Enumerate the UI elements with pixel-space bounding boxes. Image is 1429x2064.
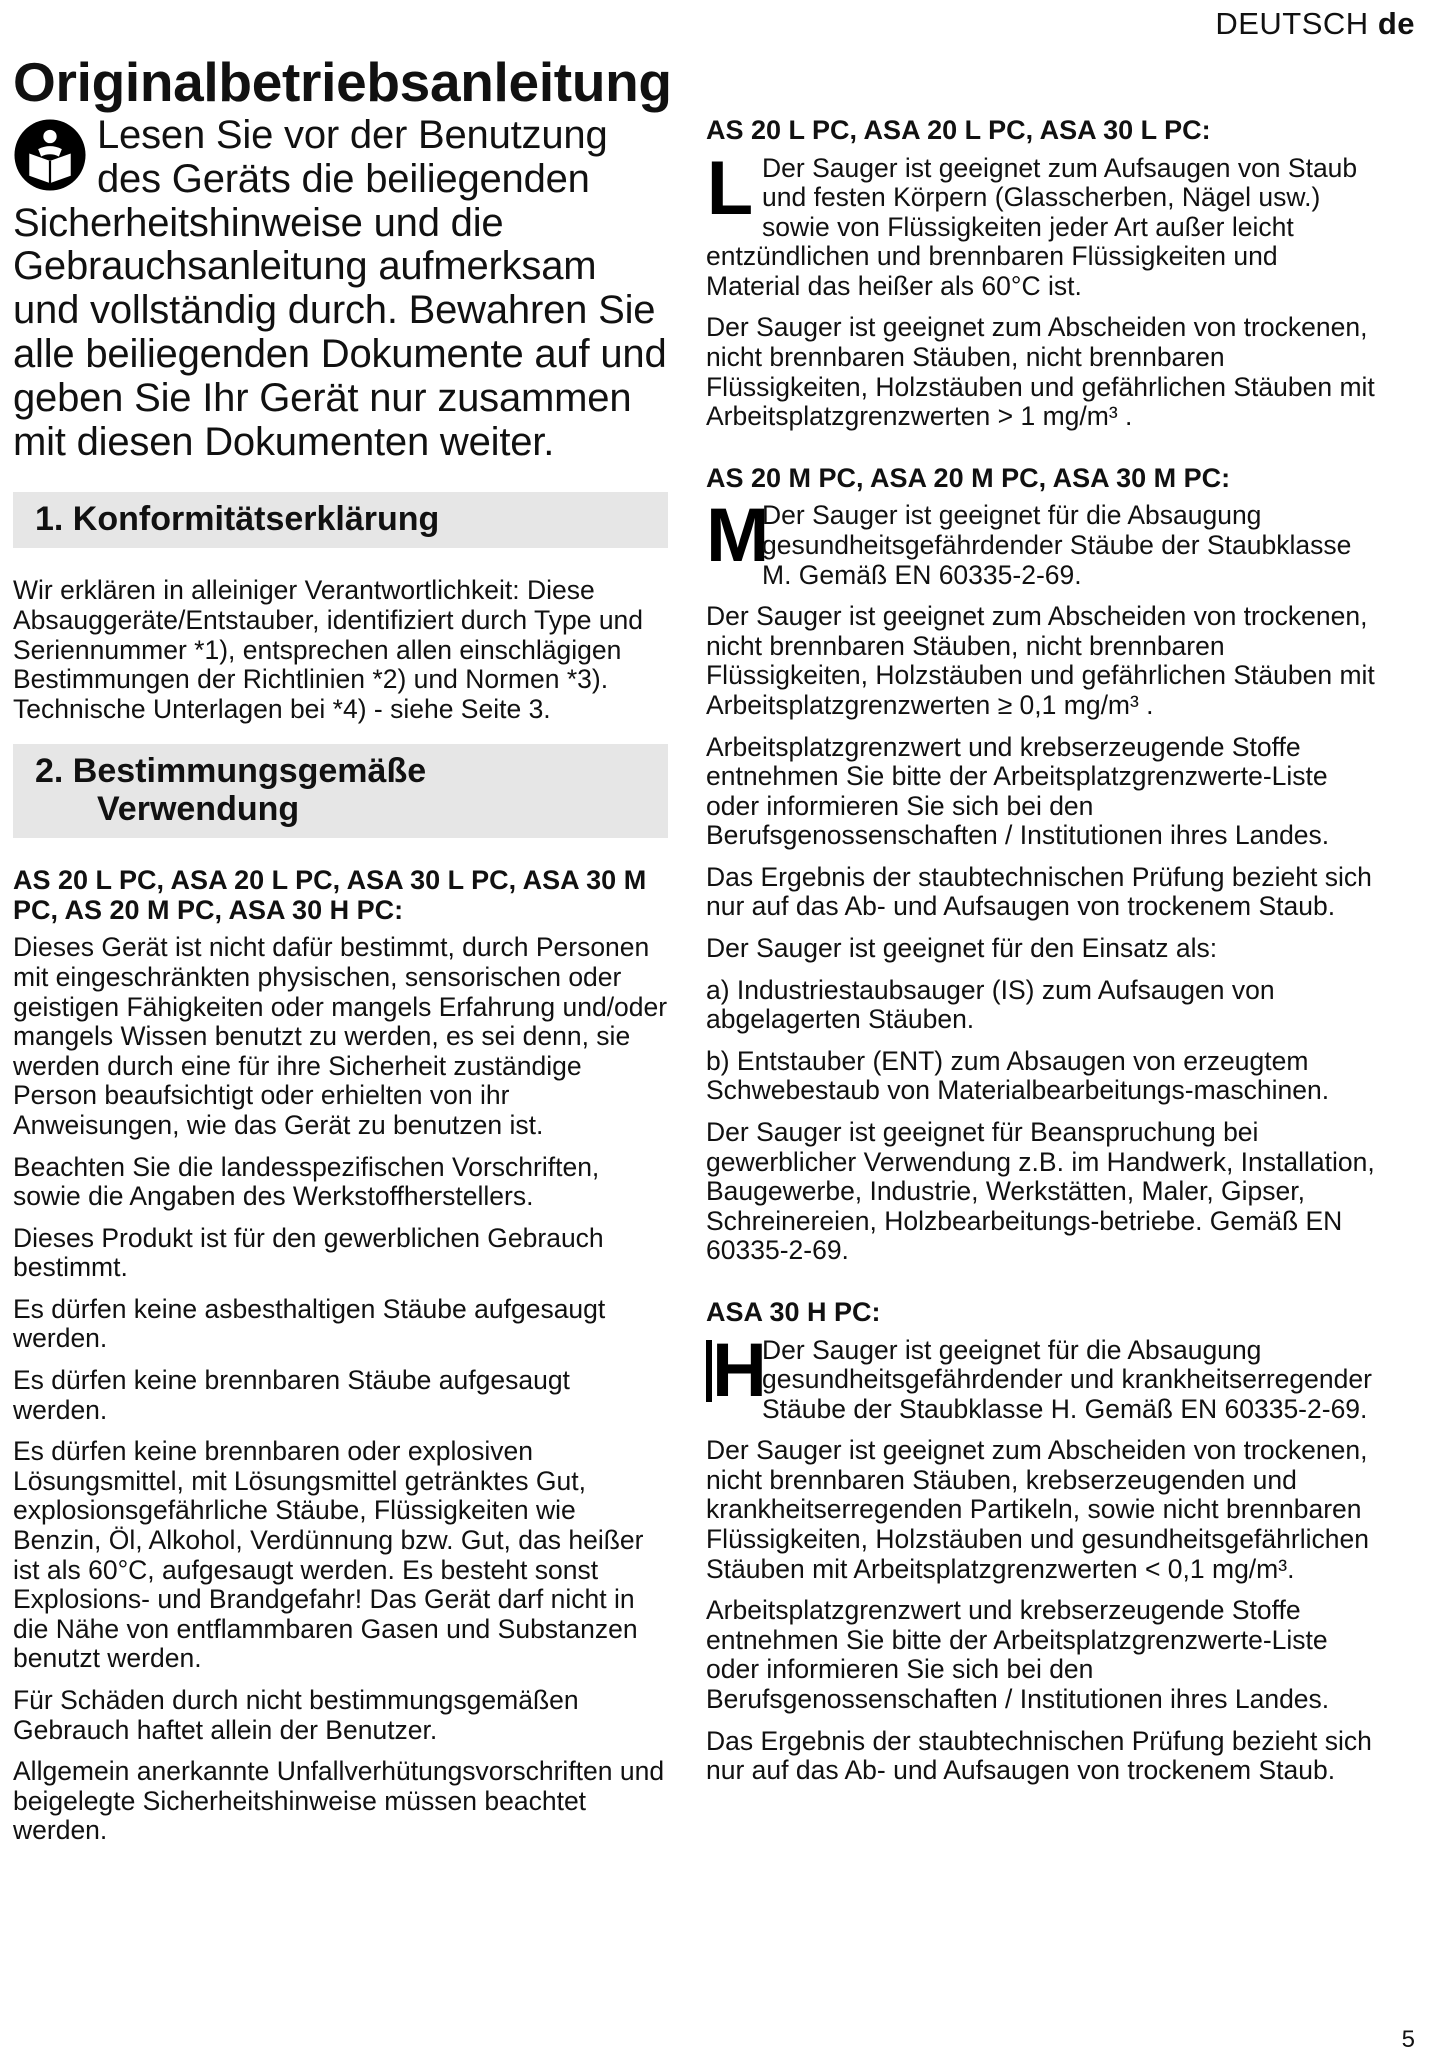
usage-paragraph: Dieses Gerät ist nicht dafür bestimmt, durch Personen mit eingeschränkten physischen, sensorischen oder geistigen Fähigkeiten oder mangels Erfahrung und/oder mangels Wissen benutzt zu werden, es sei denn, sie werden durch eine für ihre Sicherheit zuständige Person beaufsichtigt oder erhielten von ihr Anweisungen, wie das Gerät zu benutzen ist. bbox=[13, 932, 668, 1140]
intro-notice bbox=[13, 114, 668, 464]
intro-text: Lesen Sie vor der Benutzung des Geräts die beiliegenden Sicherheitshinweise und die Gebrauchsanleitung aufmerksam und vollständig durch. Bewahren Sie alle beiliegenden Dokumente auf und geben Sie Ihr Gerät nur zusammen mit diesen Dokumenten weiter. bbox=[13, 113, 667, 464]
class-h-paragraph: Arbeitsplatzgrenzwert und krebserzeugende Stoffe entnehmen Sie bitte der Arbeitsplatzgrenzwerte-Liste oder informieren Sie sich bei den Berufsgenossenschaften / Institutionen ihres Landes. bbox=[706, 1595, 1330, 1715]
class-l-block bbox=[706, 154, 1376, 302]
class-h-paragraph: Das Ergebnis der staubtechnischen Prüfung bezieht sich nur auf das Ab- und Aufsaugen von trockenem Staub. bbox=[706, 1725, 1372, 1786]
class-m-paragraph: b) Entstauber (ENT) zum Absaugen von erzeugtem Schwebestaub von Materialbearbeitungs-maschinen. bbox=[706, 1045, 1330, 1106]
left-column bbox=[13, 114, 668, 1858]
class-m-block bbox=[706, 501, 1376, 590]
usage-paragraph: Es dürfen keine brennbaren oder explosiven Lösungsmittel, mit Lösungsmittel getränktes Gut, explosionsgefährliche Stäube, Flüssigkeiten wie Benzin, Öl, Alkohol, Verdünnung bzw. Gut, das heißer ist als 60°C, aufgesaugt werden. Es besteht sonst Explosions- und Brandgefahr! Das Gerät darf nicht in die Nähe von entflammbaren Gasen und Substanzen benutzt werden. bbox=[13, 1436, 644, 1674]
page-title: Originalbetriebsanleitung bbox=[13, 51, 672, 113]
right-column bbox=[706, 116, 1376, 1798]
class-l-paragraph: Der Sauger ist geeignet zum Abscheiden von trockenen, nicht brennbaren Stäuben, nicht brennbaren Flüssigkeiten, Holzstäuben und gefährlichen Stäuben mit Arbeitsplatzgrenzwerten > 1 mg/m³ . bbox=[706, 312, 1375, 432]
usage-paragraph: Allgemein anerkannte Unfallverhütungsvorschriften und beigelegte Sicherheitshinweise müssen beachtet werden. bbox=[13, 1756, 665, 1846]
dust-class-l-icon: L bbox=[706, 153, 754, 231]
section-2-title-line1: 2. Bestimmungsgemäße bbox=[35, 752, 427, 791]
class-m-paragraph: Der Sauger ist geeignet zum Abscheiden von trockenen, nicht brennbaren Stäuben, nicht brennbaren Flüssigkeiten, Holzstäuben und gefährlichen Stäuben mit Arbeitsplatzgrenzwerten ≥ 0,1 mg/m³ . bbox=[706, 601, 1375, 720]
dust-class-m-icon: M bbox=[706, 501, 770, 579]
class-m-paragraph: Der Sauger ist geeignet für den Einsatz als: bbox=[706, 933, 1218, 964]
usage-paragraph: Beachten Sie die landesspezifischen Vorschriften, sowie die Angaben des Werkstoffherstellers. bbox=[13, 1151, 600, 1212]
class-m-text: Der Sauger ist geeignet für die Absaugung gesundheitsgefährdender Stäube der Staubklasse M. Gemäß EN 60335-2-69. bbox=[762, 501, 1352, 590]
usage-paragraph: Dieses Produkt ist für den gewerblichen Gebrauch bestimmt. bbox=[13, 1222, 604, 1283]
dust-class-h-icon: H bbox=[706, 1340, 754, 1402]
usage-paragraph: Für Schäden durch nicht bestimmungsgemäßen Gebrauch haftet allein der Benutzer. bbox=[13, 1685, 579, 1745]
class-h-paragraph: Der Sauger ist geeignet zum Abscheiden von trockenen, nicht brennbaren Stäuben, krebserzeugenden und krankheitserregenden Partikeln, sowie nicht brennbaren Flüssigkeiten, Holzstäuben und gesundheitsgefährlichen Stäuben mit Arbeitsplatzgrenzwerten < 0,1 mg/m³. bbox=[706, 1435, 1369, 1584]
language-code: de bbox=[1377, 6, 1415, 41]
section-1-heading: 1. Konformitätserklärung bbox=[13, 492, 668, 548]
class-h-block bbox=[706, 1336, 1376, 1425]
class-m-paragraph: Arbeitsplatzgrenzwert und krebserzeugende Stoffe entnehmen Sie bitte der Arbeitsplatzgrenzwerte-Liste oder informieren Sie sich bei den Berufsgenossenschaften / Institutionen ihres Landes. bbox=[706, 731, 1330, 851]
class-m-paragraph: a) Industriestaubsauger (IS) zum Aufsaugen von abgelagerten Stäuben. bbox=[706, 974, 1275, 1035]
page-number: 5 bbox=[1401, 2026, 1415, 2053]
class-h-heading: ASA 30 H PC: bbox=[706, 1297, 881, 1327]
section-2-heading bbox=[13, 744, 668, 838]
language-header bbox=[1215, 6, 1415, 42]
class-m-heading: AS 20 M PC, ASA 20 M PC, ASA 30 M PC: bbox=[706, 462, 1231, 493]
section-2-title-line2: Verwendung bbox=[97, 790, 300, 829]
class-m-paragraph: Der Sauger ist geeignet für Beanspruchung bei gewerblicher Verwendung z.B. im Handwerk, Installation, Baugewerbe, Industrie, Werkstätten, Maler, Gipser, Schreinereien, Holzbearbeitungs-betriebe. Gemäß EN 60335-2-69. bbox=[706, 1117, 1375, 1266]
conformity-text: Wir erklären in alleiniger Verantwortlichkeit: Diese Absauggeräte/Entstauber, identifiziert durch Type und Seriennummer *1), entsprechen allen einschlägigen Bestimmungen der Richtlinien *2) und Normen *3). Technische Unterlagen bei *4) - siehe Seite 3. bbox=[13, 575, 644, 724]
usage-paragraph: Es dürfen keine brennbaren Stäube aufgesaugt werden. bbox=[13, 1365, 570, 1425]
class-m-paragraph: Das Ergebnis der staubtechnischen Prüfung bezieht sich nur auf das Ab- und Aufsaugen von trockenem Staub. bbox=[706, 861, 1372, 922]
class-l-text: Der Sauger ist geeignet zum Aufsaugen von Staub und festen Körpern (Glasscherben, Nägel usw.) sowie von Flüssigkeiten jeder Art außer leicht entzündlichen und brennbaren Flüssigkeiten und Material das heißer als 60°C ist. bbox=[706, 153, 1358, 301]
class-l-heading: AS 20 L PC, ASA 20 L PC, ASA 30 L PC: bbox=[706, 115, 1211, 145]
read-manual-icon bbox=[13, 118, 87, 192]
usage-paragraph: Es dürfen keine asbesthaltigen Stäube aufgesaugt werden. bbox=[13, 1293, 606, 1354]
class-h-text: Der Sauger ist geeignet für die Absaugung gesundheitsgefährdender und krankheitserregender Stäube der Staubklasse H. Gemäß EN 60335-2-69. bbox=[762, 1335, 1372, 1424]
language-label: DEUTSCH bbox=[1215, 6, 1369, 41]
models-heading: AS 20 L PC, ASA 20 L PC, ASA 30 L PC, ASA 30 M PC, AS 20 M PC, ASA 30 H PC: bbox=[13, 865, 647, 925]
